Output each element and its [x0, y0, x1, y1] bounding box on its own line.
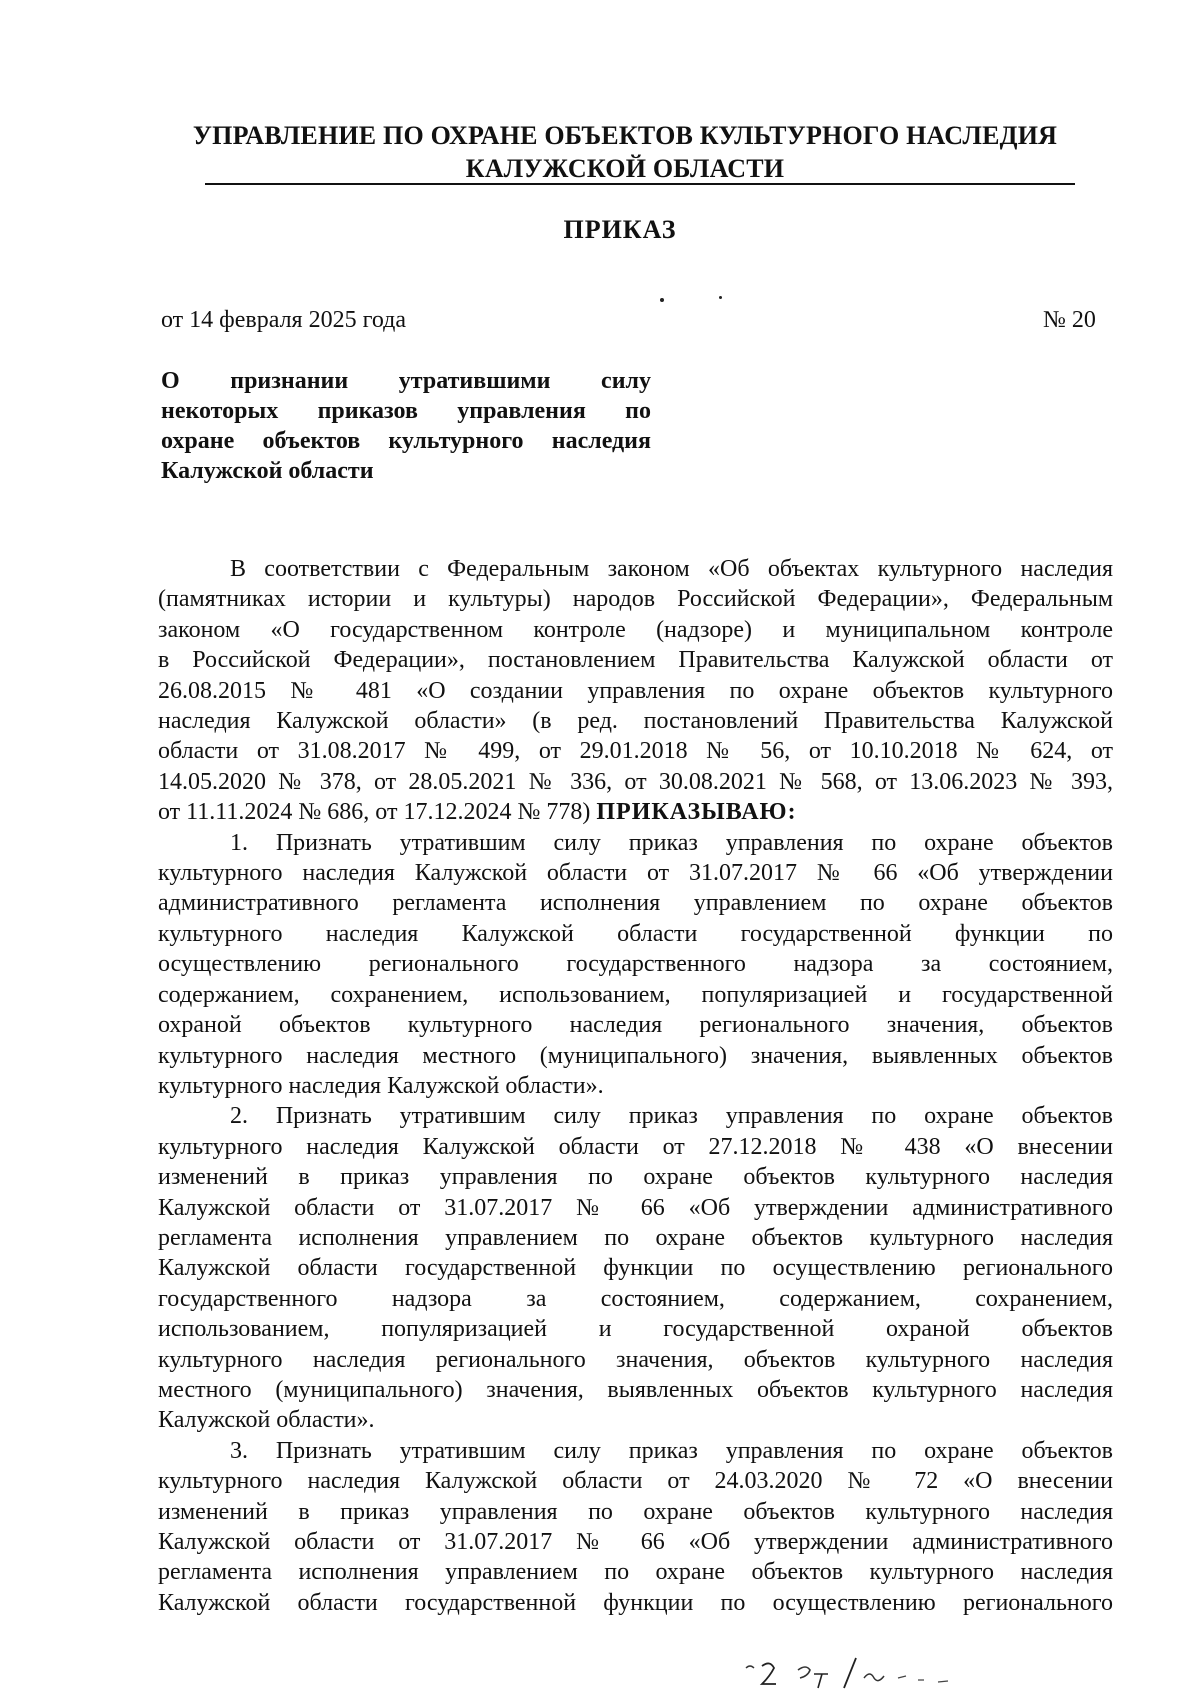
- subject-line: охране объектов культурного наследия: [161, 428, 651, 454]
- scan-speck: [719, 296, 722, 299]
- item-line: регламента исполнения управлением по охране объектов культурного наследия: [158, 1224, 1113, 1251]
- item-line: Калужской области от 31.07.2017 № 66 «Об утверждении административного: [158, 1529, 1113, 1555]
- preamble-line: законом «О государственном контроле (надзоре) и муниципальном контроле: [158, 616, 1113, 643]
- document-number: № 20: [1043, 307, 1096, 333]
- item-line: изменений в приказ управления по охране объектов культурного наследия: [158, 1498, 1113, 1525]
- item-line: государственного надзора за состоянием, содержанием, сохранением,: [158, 1285, 1113, 1312]
- item-line: культурного наследия Калужской области от 24.03.2020 № 72 «О внесении: [158, 1468, 1113, 1495]
- item-line: 3. Признать утратившим силу приказ управления по охране объектов: [230, 1437, 1113, 1464]
- preamble-final-line: [158, 797, 1113, 827]
- organization-name-line-1: УПРАВЛЕНИЕ ПО ОХРАНЕ ОБЪЕКТОВ КУЛЬТУРНОГО НАСЛЕДИЯ: [192, 121, 1058, 150]
- preamble-line: 26.08.2015 № 481 «О создании управления по охране объектов культурного: [158, 677, 1113, 704]
- item-line: культурного наследия Калужской области государственной функции по: [158, 920, 1113, 947]
- handwritten-mark: [740, 1652, 960, 1692]
- item-line: содержанием, сохранением, использованием, популяризацией и государственной: [158, 981, 1113, 1008]
- preamble-paragraph: [158, 554, 1113, 828]
- item-line: местного (муниципального) значения, выявленных объектов культурного наследия: [158, 1376, 1113, 1403]
- subject-line: О признании утратившими силу: [161, 368, 651, 394]
- item-line: Калужской области от 31.07.2017 № 66 «Об утверждении административного: [158, 1194, 1113, 1221]
- item-line: культурного наследия Калужской области».: [158, 1072, 604, 1099]
- document-date: от 14 февраля 2025 года: [161, 307, 407, 333]
- item-line: осуществлению регионального государственного надзора за состоянием,: [158, 951, 1113, 978]
- decree-word: ПРИКАЗЫВАЮ:: [596, 799, 797, 826]
- preamble-line: В соответствии с Федеральным законом «Об объектах культурного наследия: [230, 556, 1113, 582]
- subject-line: Калужской области: [161, 458, 374, 484]
- subject-line: некоторых приказов управления по: [161, 398, 651, 424]
- item-line: использованием, популяризацией и государственной охраной объектов: [158, 1316, 1113, 1343]
- order-item-3: [158, 1436, 1113, 1618]
- organization-header: [150, 119, 1100, 185]
- order-item-1: [158, 828, 1113, 1102]
- preamble-line: области от 31.08.2017 № 499, от 29.01.2018 № 56, от 10.10.2018 № 624, от: [158, 738, 1113, 765]
- preamble-line: в Российской Федерации», постановлением Правительства Калужской области от: [158, 647, 1113, 674]
- header-underline: [205, 183, 1075, 185]
- organization-name-line-2: КАЛУЖСКОЙ ОБЛАСТИ: [465, 154, 785, 183]
- item-line: Калужской области».: [158, 1407, 375, 1434]
- preamble-line: 14.05.2020 № 378, от 28.05.2021 № 336, от 30.08.2021 № 568, от 13.06.2023 № 393,: [158, 768, 1113, 795]
- document-type-title: ПРИКАЗ: [563, 215, 677, 244]
- item-line: культурного наследия Калужской области от 31.07.2017 № 66 «Об утверждении: [158, 860, 1113, 887]
- item-line: изменений в приказ управления по охране объектов культурного наследия: [158, 1164, 1113, 1191]
- item-line: регламента исполнения управлением по охране объектов культурного наследия: [158, 1559, 1113, 1586]
- item-line: 2. Признать утратившим силу приказ управления по охране объектов: [230, 1103, 1113, 1130]
- preamble-line: наследия Калужской области» (в ред. постановлений Правительства Калужской: [158, 708, 1113, 735]
- item-line: административного регламента исполнения управлением по охране объектов: [158, 890, 1113, 917]
- item-line: культурного наследия Калужской области от 27.12.2018 № 438 «О внесении: [158, 1133, 1113, 1160]
- item-line: Калужской области государственной функции по осуществлению регионального: [158, 1255, 1113, 1282]
- order-item-2: [158, 1101, 1113, 1435]
- item-line: культурного наследия регионального значения, объектов культурного наследия: [158, 1346, 1113, 1373]
- scan-speck: [660, 298, 664, 302]
- item-line: охраной объектов культурного наследия регионального значения, объектов: [158, 1012, 1113, 1039]
- preamble-line: (памятниках истории и культуры) народов Российской Федерации», Федеральным: [158, 586, 1113, 613]
- item-line: 1. Признать утратившим силу приказ управления по охране объектов: [230, 829, 1113, 856]
- preamble-line: от 11.11.2024 № 686, от 17.12.2024 № 778): [158, 799, 597, 826]
- item-line: Калужской области государственной функции по осуществлению регионального: [158, 1589, 1113, 1616]
- item-line: культурного наследия местного (муниципального) значения, выявленных объектов: [158, 1042, 1113, 1069]
- document-subject: [161, 366, 651, 486]
- document-body: [158, 554, 1113, 1618]
